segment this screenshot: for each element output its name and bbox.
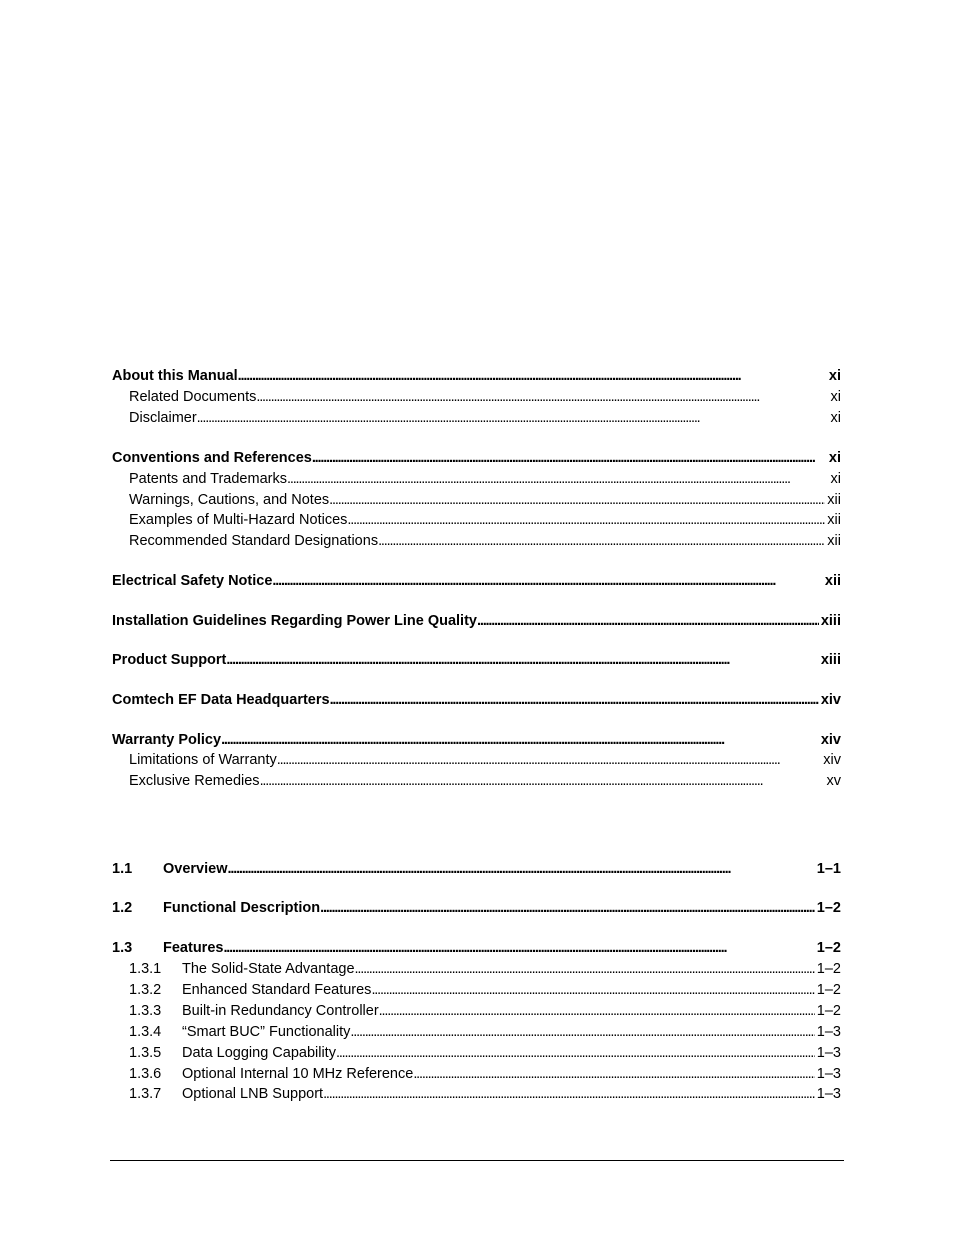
toc-page-number: 1–3 (816, 1024, 841, 1040)
toc-page-number: xii (827, 492, 841, 508)
toc-section-number: 1.3.5 (129, 1045, 162, 1061)
toc-entry-1-3[interactable] (112, 938, 841, 958)
toc-dot-leader (256, 387, 828, 407)
toc-entry-warranty[interactable] (112, 730, 841, 750)
toc-entry-title: Comtech EF Data Headquarters (112, 692, 330, 708)
toc-page-number: xiv (823, 752, 841, 768)
toc-entry-title: Examples of Multi-Hazard Notices (129, 512, 348, 528)
toc-entry-remedies[interactable] (112, 771, 841, 791)
toc-entry-title: About this Manual (112, 368, 238, 384)
toc-dot-leader (223, 938, 814, 958)
toc-entry-title: Electrical Safety Notice (112, 573, 273, 589)
toc-dot-leader (287, 469, 829, 489)
toc-entry-limitations[interactable] (112, 750, 841, 770)
toc-entry-patents[interactable] (112, 469, 841, 489)
toc-page-number: xi (828, 450, 841, 466)
toc-entry-1-3-2[interactable] (112, 980, 841, 1000)
toc-dot-leader (350, 1022, 814, 1042)
toc-dot-leader (260, 771, 825, 791)
toc-section-number: 1.3.1 (129, 961, 162, 977)
toc-entry-title: Features (163, 940, 224, 956)
toc-entry-multi-hazard[interactable] (112, 510, 841, 530)
toc-section-number: 1.3.2 (129, 982, 162, 998)
toc-entry-1-2[interactable] (112, 898, 841, 918)
toc-entry-title: Warnings, Cautions, and Notes (129, 492, 330, 508)
toc-entry-1-3-4[interactable] (112, 1022, 841, 1042)
toc-entry-title: “Smart BUC” Functionality (182, 1024, 351, 1040)
toc-page-number: xi (830, 410, 841, 426)
toc-page-number: 1–3 (816, 1066, 841, 1082)
toc-entry-1-3-7[interactable] (112, 1084, 841, 1104)
toc-page-number: 1–3 (816, 1086, 841, 1102)
toc-page-number: 1–2 (816, 982, 841, 998)
toc-dot-leader (221, 730, 819, 750)
toc-entry-title: Functional Description (163, 900, 321, 916)
toc-entry-title: Product Support (112, 652, 227, 668)
toc-dot-leader (272, 571, 822, 591)
toc-page-number: 1–1 (816, 861, 841, 877)
toc-section-number: 1.3.4 (129, 1024, 162, 1040)
toc-entry-title: Optional Internal 10 MHz Reference (182, 1066, 414, 1082)
toc-entry-title: Built-in Redundancy Controller (182, 1003, 379, 1019)
toc-entry-electrical-safety[interactable] (112, 571, 841, 591)
toc-section-number: 1.3.3 (129, 1003, 162, 1019)
toc-dot-leader (330, 690, 819, 710)
toc-dot-leader (355, 959, 815, 979)
toc-dot-leader (197, 408, 829, 428)
toc-dot-leader (226, 650, 818, 670)
toc-page-number: xii (827, 533, 841, 549)
toc-entry-title: Patents and Trademarks (129, 471, 287, 487)
toc-page-number: 1–2 (816, 940, 841, 956)
toc-entry-title: Limitations of Warranty (129, 752, 277, 768)
toc-entry-1-3-6[interactable] (112, 1064, 841, 1084)
toc-dot-leader (477, 611, 819, 631)
toc-entry-title: Data Logging Capability (182, 1045, 336, 1061)
toc-entry-about-this-manual[interactable] (112, 366, 841, 386)
toc-dot-leader (320, 898, 815, 918)
toc-page-number: 1–2 (816, 961, 841, 977)
toc-dot-leader (323, 1084, 815, 1104)
toc-dot-leader (312, 448, 827, 468)
toc-page-number: xiv (820, 692, 841, 708)
toc-entry-title: Disclaimer (129, 410, 197, 426)
toc-entry-1-3-5[interactable] (112, 1043, 841, 1063)
toc-section-number: 1.3.7 (129, 1086, 162, 1102)
toc-entry-title: Related Documents (129, 389, 257, 405)
toc-page-number: xiii (820, 652, 841, 668)
toc-page-number: 1–2 (816, 1003, 841, 1019)
toc-page-number: xiii (820, 613, 841, 629)
toc-entry-1-3-1[interactable] (112, 959, 841, 979)
toc-section-number: 1.3.6 (129, 1066, 162, 1082)
toc-dot-leader (336, 1043, 815, 1063)
toc-entry-1-3-3[interactable] (112, 1001, 841, 1021)
toc-dot-leader (413, 1064, 814, 1084)
toc-entry-warnings[interactable] (112, 490, 841, 510)
toc-dot-leader (329, 490, 825, 510)
toc-entry-title: Conventions and References (112, 450, 312, 466)
toc-dot-leader (371, 980, 814, 1000)
toc-entry-title: Overview (163, 861, 228, 877)
toc-entry-disclaimer[interactable] (112, 408, 841, 428)
toc-entry-title: Recommended Standard Designations (129, 533, 379, 549)
toc-dot-leader (379, 1001, 815, 1021)
toc-page-number: xi (830, 389, 841, 405)
toc-page-number: xv (826, 773, 841, 789)
toc-entry-designations[interactable] (112, 531, 841, 551)
toc-page-number: 1–3 (816, 1045, 841, 1061)
toc-entry-title: Optional LNB Support (182, 1086, 324, 1102)
toc-dot-leader (277, 750, 822, 770)
toc-dot-leader (228, 859, 815, 879)
toc-dot-leader (347, 510, 825, 530)
toc-page-number: 1–2 (816, 900, 841, 916)
toc-page-number: xiv (820, 732, 841, 748)
toc-section-number: 1.1 (112, 861, 133, 877)
footer-divider (110, 1160, 844, 1161)
toc-entry-1-1[interactable] (112, 859, 841, 879)
toc-entry-installation[interactable] (112, 611, 841, 631)
toc-entry-headquarters[interactable] (112, 690, 841, 710)
toc-entry-title: Installation Guidelines Regarding Power Line Quality (112, 613, 477, 629)
toc-entry-title: Exclusive Remedies (129, 773, 260, 789)
toc-dot-leader (378, 531, 825, 551)
toc-entry-title: Warranty Policy (112, 732, 222, 748)
toc-page-number: xi (830, 471, 841, 487)
toc-entry-product-support[interactable] (112, 650, 841, 670)
toc-entry-conventions[interactable] (112, 448, 841, 468)
toc-page-number: xii (824, 573, 841, 589)
toc-page-number: xi (828, 368, 841, 384)
toc-entry-related-documents[interactable] (112, 387, 841, 407)
toc-entry-title: Enhanced Standard Features (182, 982, 372, 998)
toc-page-number: xii (827, 512, 841, 528)
toc-entry-title: The Solid-State Advantage (182, 961, 355, 977)
toc-section-number: 1.3 (112, 940, 133, 956)
toc-section-number: 1.2 (112, 900, 133, 916)
toc-dot-leader (238, 366, 827, 386)
